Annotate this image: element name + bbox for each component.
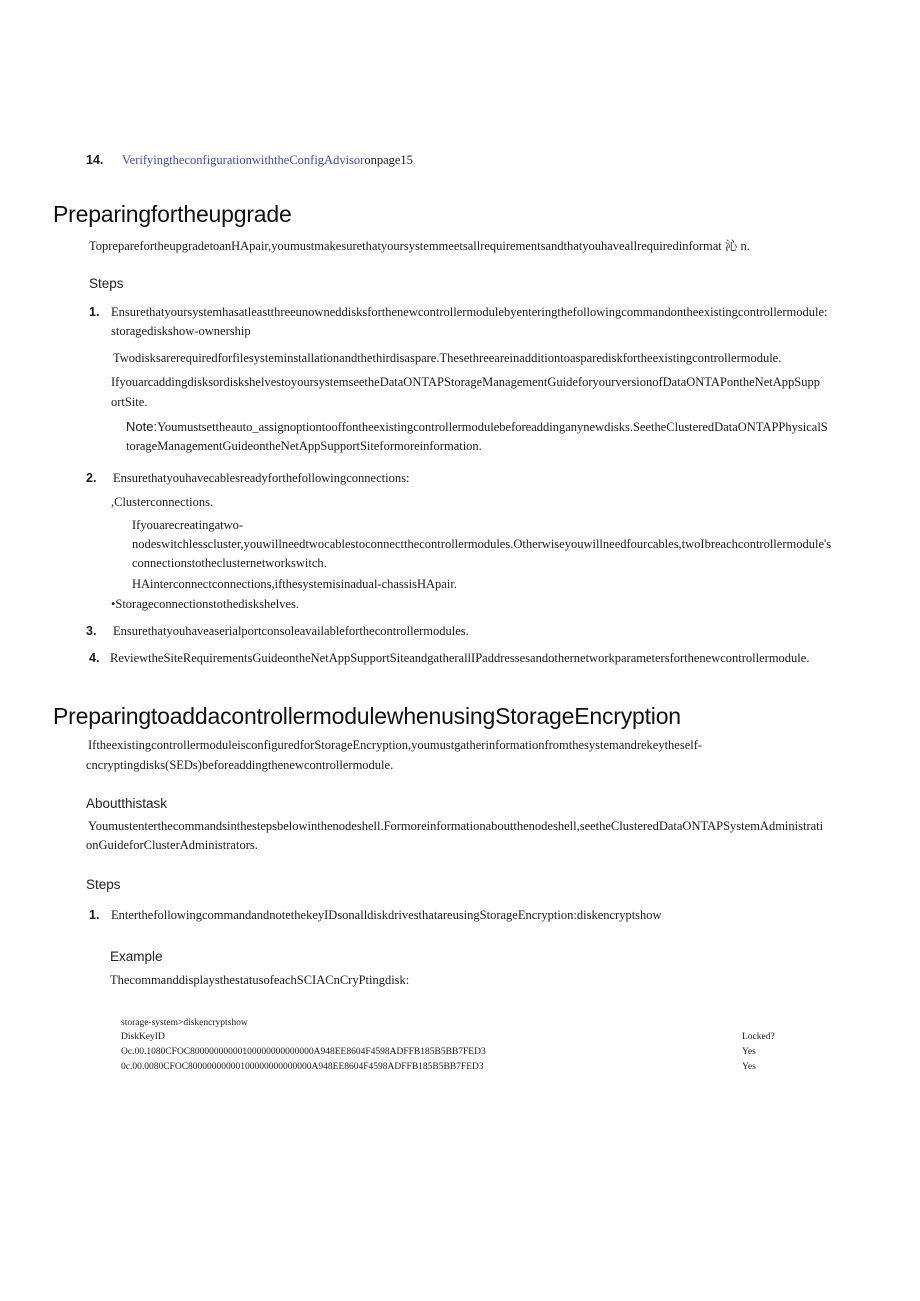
step-text: Ensurethatyoursystemhasatleastthreeunowneddisksforthenewcontrollermodulebyenteringthefollowingcommandontheexistingcontrollermodule: (111, 305, 828, 319)
code-column-header: DiskKeyID (121, 1032, 165, 1042)
bullet-item: ,Clusterconnections. (111, 495, 214, 509)
sub-item: nodeswitchlesscluster,youwillneedtwocablestoconnectthecontrollermodules.Otherwiseyouwillneedfourcables,twoIbreachcontrollermodule's (132, 537, 832, 551)
code-row-locked: Yes (742, 1047, 756, 1057)
step-text: Ensurethatyouhaveaserialportconsoleavailableforthecontrollermodules. (113, 624, 469, 638)
section-intro: TopreparefortheupgradetoanHApair,youmustmakesurethatyoursystemmeetsallrequirementsandthatyouhaveallrequiredinformat 沁 n. (89, 239, 750, 253)
note (126, 419, 828, 435)
step-number: 2. (86, 471, 97, 485)
step-paragraph: ortSite. (111, 395, 148, 409)
code-row-locked: Yes (742, 1062, 756, 1072)
section-intro: cncryptingdisks(SEDs)beforeaddingthenewcontrollermodule. (86, 758, 394, 772)
code-column-header: Locked? (742, 1032, 775, 1042)
example-heading: Example (110, 949, 163, 964)
toc-entry (122, 153, 413, 168)
toc-link[interactable]: VerifyingtheconfigurationwiththeConfigAdvisor (122, 153, 365, 167)
toc-page-ref: onpage15 (364, 153, 413, 167)
section-title-storage-encryption: PreparingtoaddacontrollermodulewhenusingStorageEncryption (53, 703, 681, 729)
steps-heading: Steps (86, 877, 121, 892)
code-prompt: storage-system>diskencryptshow (121, 1018, 248, 1028)
step-number: 4. (89, 651, 100, 665)
code-row-key: Oc.00.1080CFOC80000000000100000000000000A948EE8604F4598ADFFB185B5BB7FED3 (121, 1047, 486, 1057)
step-text: ReviewtheSiteRequirementsGuideontheNetAppSupportSiteandgatherallIPaddressesandothernetworkparametersforthenewcontrollermodule. (110, 651, 810, 665)
section-intro: IftheexistingcontrollermoduleisconfiguredforStorageEncryption,youmustgatherinformationfromthesystemandrekeytheself- (88, 738, 703, 752)
step-number: 1. (89, 305, 100, 319)
sub-item: connectionstotheclusternetworkswitch. (132, 556, 327, 570)
note-label: Note: (126, 419, 158, 434)
steps-heading: Steps (89, 276, 124, 291)
section-title-preparing-upgrade: Preparingfortheupgrade (53, 201, 292, 227)
about-text: Youmustenterthecommandsinthestepsbelowinthenodeshell.Formoreinformationaboutthenodeshell,seetheClusteredDataONTAPSystemAdministrati (88, 819, 824, 833)
step-text: EnterthefollowingcommandandnotethekeyIDsonalldiskdrivesthatareusingStorageEncryption:diskencryptshow (111, 908, 662, 922)
sub-item: Ifyouarecreatingatwo- (132, 518, 244, 532)
note-text: Youmustsettheauto_assignoptiontooffontheexistingcontrollermodulebeforeaddinganynewdisks.SeetheClusteredDataONTAPPhysicalS (157, 420, 828, 434)
step-paragraph: Twodisksarerequiredforfilesysteminstallationandthethirdisaspare.Thesethreeareinadditiontoasparediskfortheexistingcontrollermodule. (113, 351, 782, 365)
step-paragraph: IfyouarcaddingdisksordiskshelvestoyoursystemseetheDataONTAPStorageManagementGuideforyourversionofDataONTAPontheNetAppSupp (111, 375, 820, 389)
about-heading: Aboutthistask (86, 796, 168, 811)
step-number: 1. (89, 908, 100, 922)
about-text: onGuideforClusterAdministrators. (86, 838, 258, 852)
step-text: Ensurethatyouhavecablesreadyforthefollowingconnections: (113, 471, 410, 485)
step-command: storagediskshow-ownership (111, 324, 251, 338)
bullet-item: •Storageconnectionstothediskshelves. (111, 597, 300, 611)
step-number: 3. (86, 624, 97, 638)
example-intro: ThecommanddisplaysthestatusofeachSCIACnCryPtingdisk: (110, 973, 410, 987)
sub-item: HAinterconnectconnections,ifthesystemisinadual-chassisHApair. (132, 577, 457, 591)
note-text: torageManagementGuideontheNetAppSupportSiteformoreinformation. (126, 439, 482, 453)
toc-number: 14. (86, 153, 104, 167)
code-row-key: 0c.00.0080CFOC80000000000100000000000000A948EE8604F4598ADFFB185B5BB7FED3 (121, 1062, 484, 1072)
